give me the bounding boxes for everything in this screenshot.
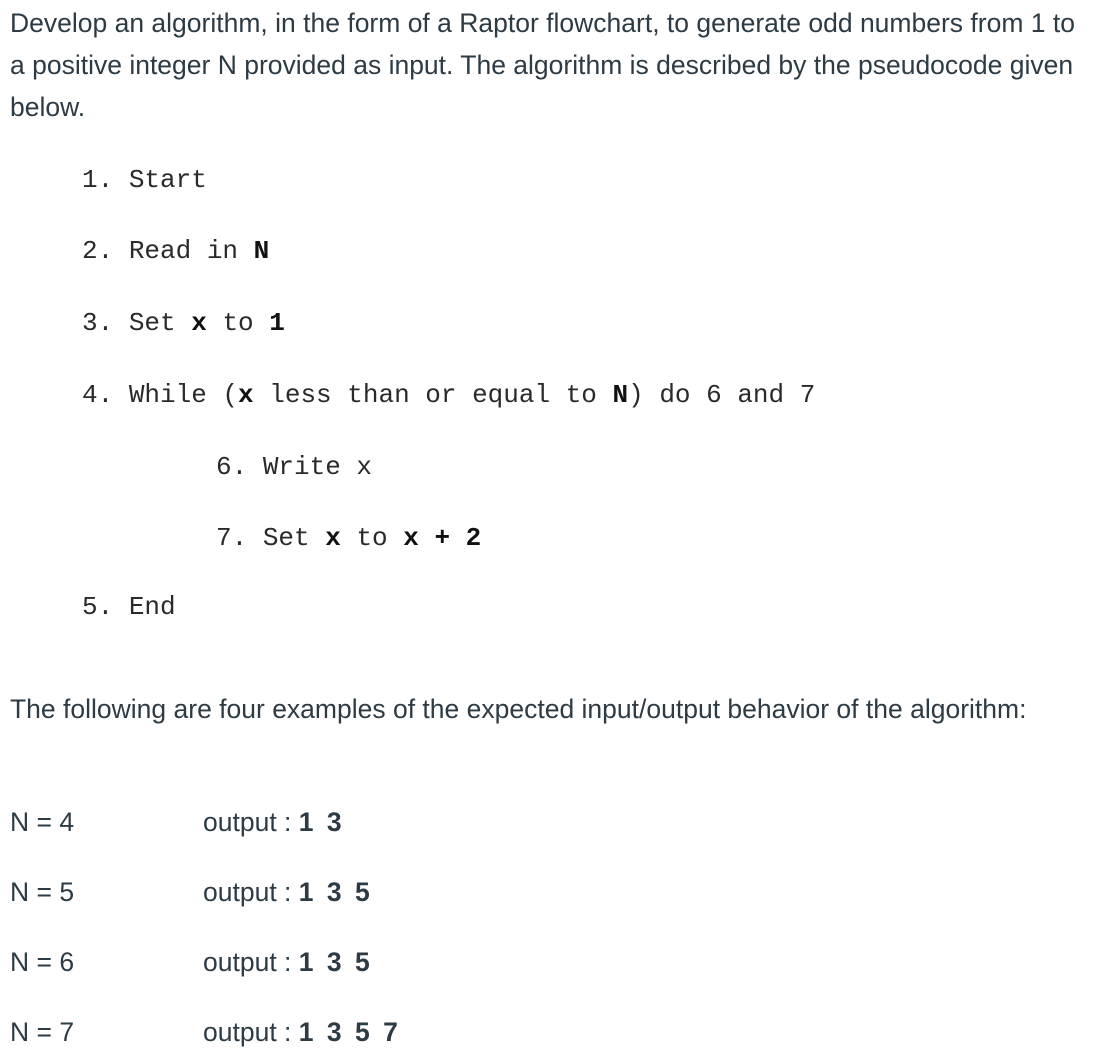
step-number: 5. <box>82 592 129 622</box>
example-input <box>10 876 74 908</box>
variable-x: x <box>325 523 341 553</box>
step-text: Set <box>128 308 192 338</box>
step-text: Read in <box>128 236 254 266</box>
step-text: ) do 6 and 7 <box>628 380 816 410</box>
output-value: 1 3 5 <box>298 877 370 907</box>
step-text: less than or equal to <box>253 380 613 410</box>
pseudocode-step-7 <box>216 522 481 554</box>
example-input <box>10 806 74 838</box>
output-value: 1 3 <box>298 807 342 837</box>
step-text: to <box>206 308 270 338</box>
step-number: 2. <box>82 236 129 266</box>
input-label: N = <box>10 1017 60 1047</box>
output-value: 1 3 5 <box>298 947 370 977</box>
step-text: Set <box>262 523 326 553</box>
step-number: 4. <box>82 380 129 410</box>
output-value: 1 3 5 7 <box>298 1017 398 1047</box>
variable-n: N <box>253 236 270 266</box>
step-text: End <box>128 592 176 622</box>
step-text: Start <box>128 165 207 195</box>
variable-x: x <box>191 308 207 338</box>
output-label: output : <box>203 807 299 837</box>
step-text: While ( <box>128 380 239 410</box>
pseudocode-step-2 <box>82 235 269 267</box>
pseudocode-step-5 <box>82 591 176 623</box>
example-output <box>203 1016 398 1048</box>
input-label: N = <box>10 947 60 977</box>
example-input <box>10 946 74 978</box>
step-text: to <box>340 523 404 553</box>
problem-statement: Develop an algorithm, in the form of a Raptor flowchart, to generate odd numbers from 1 to a positive integer N provided as input. The algorithm is described by the pseudocode given below. <box>10 8 1075 122</box>
input-value: 6 <box>59 947 75 977</box>
pseudocode-step-1 <box>82 164 207 196</box>
input-label: N = <box>10 807 60 837</box>
output-label: output : <box>203 877 299 907</box>
example-input <box>10 1016 74 1048</box>
output-label: output : <box>203 947 299 977</box>
input-value: 7 <box>59 1017 75 1047</box>
input-label: N = <box>10 877 60 907</box>
output-label: output : <box>203 1017 299 1047</box>
example-output <box>203 806 342 838</box>
examples-intro: The following are four examples of the expected input/output behavior of the algorithm: <box>10 694 1027 724</box>
pseudocode-step-4 <box>82 379 815 411</box>
variable-n: N <box>612 380 629 410</box>
step-text: Write x <box>262 452 373 482</box>
step-number: 7. <box>216 523 263 553</box>
input-value: 4 <box>59 807 75 837</box>
variable-x: x <box>238 380 254 410</box>
step-number: 3. <box>82 308 129 338</box>
pseudocode-step-6 <box>216 451 372 483</box>
increment-expression: x + 2 <box>403 523 482 553</box>
pseudocode-step-3 <box>82 307 285 339</box>
input-value: 5 <box>59 877 75 907</box>
example-output <box>203 876 370 908</box>
step-number: 1. <box>82 165 129 195</box>
initial-value: 1 <box>269 308 285 338</box>
example-output <box>203 946 370 978</box>
step-number: 6. <box>216 452 263 482</box>
